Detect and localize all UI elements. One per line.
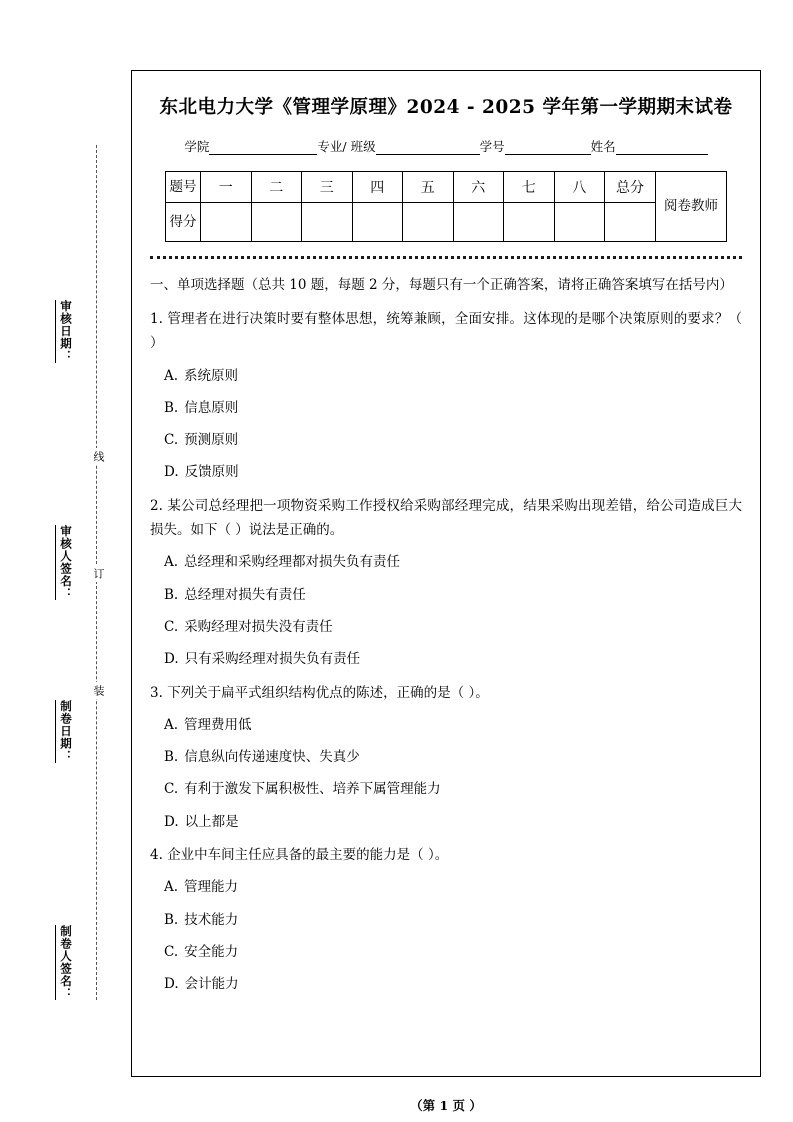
question-1-option-d[interactable] <box>150 460 742 484</box>
question-2-option-a-text: 总经理和采购经理都对损失负有责任 <box>184 554 401 571</box>
question-1 <box>150 307 742 356</box>
info-blank-college[interactable] <box>209 141 317 155</box>
score-table-header-row <box>166 172 727 203</box>
info-field-name <box>591 137 708 155</box>
question-4-option-d[interactable] <box>150 972 742 996</box>
question-1-option-c-label: C. <box>164 432 179 449</box>
margin-word-line: 线 <box>90 448 106 465</box>
margin-word-bind: 订 <box>90 565 106 582</box>
info-field-college <box>184 137 317 155</box>
question-4-option-c-text: 安全能力 <box>184 943 239 960</box>
question-4-option-b[interactable] <box>150 908 742 932</box>
question-2-option-d-text: 只有采购经理对损失负有责任 <box>184 651 361 668</box>
score-cell-4[interactable] <box>352 203 403 242</box>
question-1-text: 管理者在进行决策时要有整体思想，统筹兼顾，全面安排。这体现的是哪个决策原则的要求？（ ） <box>150 310 743 352</box>
student-info-line <box>148 137 744 155</box>
info-field-student-id <box>480 137 591 155</box>
info-label-name: 姓名 <box>590 139 616 154</box>
question-1-option-b-label: B. <box>164 399 179 416</box>
page-footer: （第 1 页 ） <box>410 1098 482 1113</box>
info-blank-student-id[interactable] <box>505 141 591 155</box>
question-4-number: 4. <box>150 847 163 864</box>
question-2-option-a[interactable] <box>150 550 742 574</box>
question-3-option-a-label: A. <box>164 716 179 733</box>
score-table-col-5: 五 <box>403 172 454 203</box>
score-table-total-label: 总分 <box>605 172 656 203</box>
score-table-col-4: 四 <box>352 172 403 203</box>
question-1-option-d-text: 反馈原则 <box>184 464 239 481</box>
question-4-option-c-label: C. <box>164 943 179 960</box>
margin-label-make-date: 制卷日期： <box>55 700 74 763</box>
left-margin-annotations <box>0 0 130 1122</box>
question-1-option-d-label: D. <box>164 464 179 481</box>
question-body <box>148 273 744 997</box>
question-3-text: 下列关于扁平式组织结构优点的陈述，正确的是（ ）。 <box>167 684 489 701</box>
question-4 <box>150 843 742 867</box>
exam-paper-frame <box>131 70 761 1113</box>
question-3-option-b-label: B. <box>164 749 179 766</box>
question-4-option-d-text: 会计能力 <box>184 976 239 993</box>
score-table-col-1: 一 <box>201 172 252 203</box>
question-4-option-c[interactable] <box>150 940 742 964</box>
question-2-option-b-label: B. <box>164 586 179 603</box>
page-title: 东北电力大学《管理学原理》2024 - 2025 学年第一学期期末试卷 <box>159 97 733 118</box>
question-1-option-a-text: 系统原则 <box>184 367 239 384</box>
question-4-option-a[interactable] <box>150 875 742 899</box>
score-table-teacher-label: 阅卷教师 <box>656 172 727 242</box>
question-3 <box>150 681 742 705</box>
question-4-option-b-label: B. <box>164 911 179 928</box>
question-4-option-d-label: D. <box>164 976 179 993</box>
score-cell-8[interactable] <box>554 203 605 242</box>
question-3-option-d-text: 以上都是 <box>184 813 239 830</box>
score-table-col-3: 三 <box>302 172 353 203</box>
question-1-option-b[interactable] <box>150 396 742 420</box>
question-1-option-c[interactable] <box>150 428 742 452</box>
question-3-option-b[interactable] <box>150 745 742 769</box>
score-cell-7[interactable] <box>504 203 555 242</box>
question-2 <box>150 494 742 543</box>
info-label-student-id: 学号 <box>479 139 505 154</box>
info-field-major-class <box>317 137 479 155</box>
question-3-number: 3. <box>150 684 163 701</box>
question-2-option-a-label: A. <box>164 554 179 571</box>
question-2-option-c[interactable] <box>150 615 742 639</box>
margin-label-review-date: 审核日期： <box>55 300 74 363</box>
score-cell-2[interactable] <box>251 203 302 242</box>
question-3-option-c-text: 有利于激发下属积极性、培养下属管理能力 <box>184 781 441 798</box>
question-3-option-d[interactable] <box>150 810 742 834</box>
info-blank-major-class[interactable] <box>376 141 480 155</box>
question-2-option-b-text: 总经理对损失有责任 <box>184 586 306 603</box>
question-2-number: 2. <box>150 497 163 514</box>
question-3-option-a-text: 管理费用低 <box>184 716 252 733</box>
score-table-col-2: 二 <box>251 172 302 203</box>
question-1-number: 1. <box>150 310 163 327</box>
score-table-col-7: 七 <box>504 172 555 203</box>
question-3-option-d-label: D. <box>164 813 179 830</box>
margin-label-reviewer-signature: 审核人签名： <box>55 525 74 600</box>
question-1-option-c-text: 预测原则 <box>184 432 239 449</box>
margin-word-seal: 装 <box>90 682 106 699</box>
section-heading: 一、单项选择题（总共 10 题，每题 2 分，每题只有一个正确答案，请将正确答案填写在括号内） <box>150 277 733 293</box>
score-cell-1[interactable] <box>201 203 252 242</box>
info-label-major-class: 专业/ 班级 <box>317 139 376 154</box>
question-3-option-a[interactable] <box>150 713 742 737</box>
question-2-option-b[interactable] <box>150 583 742 607</box>
score-cell-total[interactable] <box>605 203 656 242</box>
score-table-score-row <box>166 203 727 242</box>
question-4-text: 企业中车间主任应具备的最主要的能力是（ ）。 <box>167 847 449 864</box>
question-1-option-a-label: A. <box>164 367 179 384</box>
score-cell-3[interactable] <box>302 203 353 242</box>
question-3-option-c-label: C. <box>164 781 179 798</box>
question-3-option-c[interactable] <box>150 777 742 801</box>
score-table <box>165 171 727 242</box>
score-cell-5[interactable] <box>403 203 454 242</box>
question-2-text: 某公司总经理把一项物资采购工作授权给采购部经理完成，结果采购出现差错，给公司造成巨大损失。如下（ ）说法是正确的。 <box>150 497 743 539</box>
question-1-option-b-text: 信息原则 <box>184 399 239 416</box>
question-1-option-a[interactable] <box>150 364 742 388</box>
info-label-college: 学院 <box>184 139 210 154</box>
question-4-option-b-text: 技术能力 <box>184 911 239 928</box>
score-cell-6[interactable] <box>453 203 504 242</box>
margin-label-maker-signature: 制卷人签名： <box>55 925 74 1000</box>
question-2-option-d[interactable] <box>150 647 742 671</box>
question-2-option-c-text: 采购经理对损失没有责任 <box>184 618 333 635</box>
dotted-separator <box>150 256 742 259</box>
info-blank-name[interactable] <box>616 141 708 155</box>
score-table-col-6: 六 <box>453 172 504 203</box>
question-2-option-c-label: C. <box>164 618 179 635</box>
score-table-row-label-number: 题号 <box>166 172 201 203</box>
question-4-option-a-text: 管理能力 <box>184 879 239 896</box>
question-4-option-a-label: A. <box>164 879 179 896</box>
question-3-option-b-text: 信息纵向传递速度快、失真少 <box>184 749 360 766</box>
score-table-row-label-score: 得分 <box>166 203 201 242</box>
question-2-option-d-label: D. <box>164 651 179 668</box>
score-table-col-8: 八 <box>554 172 605 203</box>
